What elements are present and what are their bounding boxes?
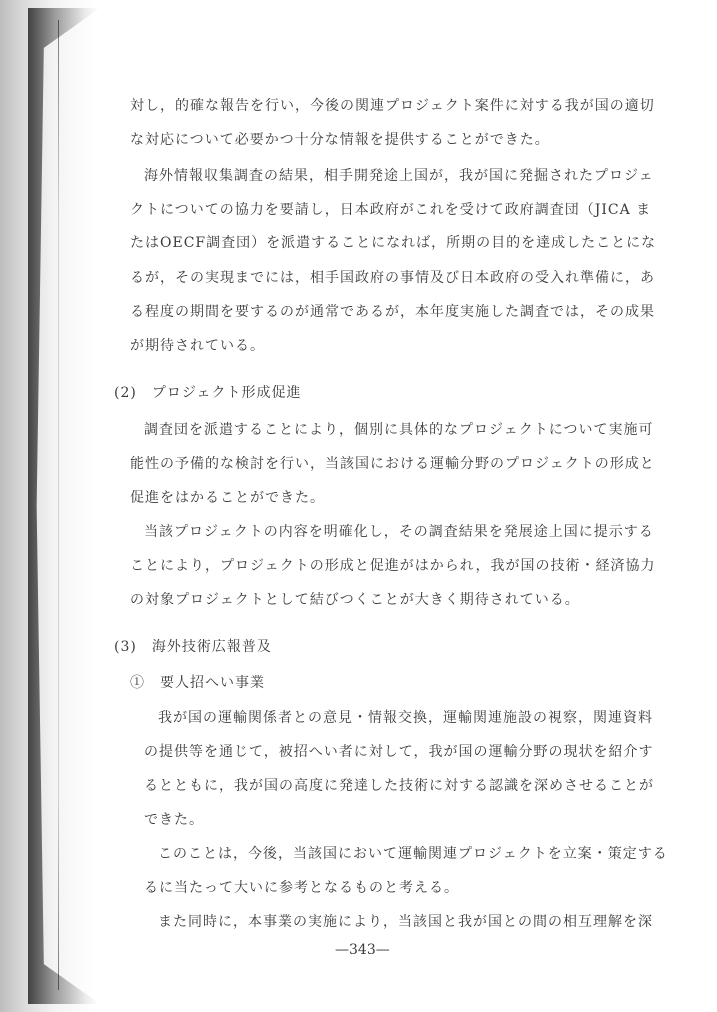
text-line: るが，その実現までには，相手国政府の事情及び日本政府の受入れ準備に，あ (130, 270, 655, 286)
text-line: 海外情報収集調査の結果，相手開発途上国が，我が国に発掘されたプロジェ (144, 168, 654, 184)
text-line: の対象プロジェクトとして結びつくことが大きく期待されている。 (130, 592, 580, 608)
text-line: 能性の予備的な検討を行い，当該国における運輸分野のプロジェクトの形成と (130, 456, 655, 472)
text-line: ことにより，プロジェクトの形成と促進がはかられ，我が国の技術・経済協力 (130, 558, 656, 574)
text-line: な対応について必要かつ十分な情報を提供することができた。 (130, 132, 550, 148)
text-line: 調査団を派遣することにより，個別に具体的なプロジェクトについて実施可 (144, 422, 654, 438)
text-line: たはOECF調査団）を派遣することになれば，所期の目的を達成したことにな (130, 235, 657, 251)
text-line: クトについての協力を要請し，日本政府がこれを受けて政府調査団（JICA ま (130, 202, 652, 218)
text-line: る程度の期間を要するのが通常であるが，本年度実施した調査では，その成果 (130, 304, 655, 320)
subsection-heading: ① 要人招へい事業 (130, 675, 265, 691)
text-line: 当該プロジェクトの内容を明確化し，その調査結果を発展途上国に提示する (144, 524, 654, 540)
text-line: 促進をはかることができた。 (130, 490, 325, 506)
text-line: が期待されている。 (130, 338, 265, 354)
text-line: 対し，的確な報告を行い，今後の関連プロジェクト案件に対する我が国の適切 (130, 98, 655, 114)
binding-shadow (0, 0, 110, 1012)
binding-gutter-line (58, 20, 59, 990)
page-number: —343— (335, 942, 390, 958)
section-heading: (3) 海外技術広報普及 (114, 639, 272, 655)
section-heading: (2) プロジェクト形成促進 (114, 385, 302, 401)
text-line: るとともに，我が国の高度に発達した技術に対する認識を深めさせることが (144, 778, 654, 794)
text-line: るに当たって大いに参考となるものと考える。 (144, 880, 459, 896)
text-line: 我が国の運輸関係者との意見・情報交換，運輸関連施設の視察，関連資料 (158, 710, 653, 726)
text-line: また同時に，本事業の実施により，当該国と我が国との間の相互理解を深 (158, 914, 653, 930)
text-line: の提供等を通じて，被招へい者に対して，我が国の運輸分野の現状を紹介す (144, 744, 654, 760)
text-line: できた。 (144, 812, 204, 828)
text-line: このことは，今後，当該国において運輸関連プロジェクトを立案・策定する (158, 846, 668, 862)
